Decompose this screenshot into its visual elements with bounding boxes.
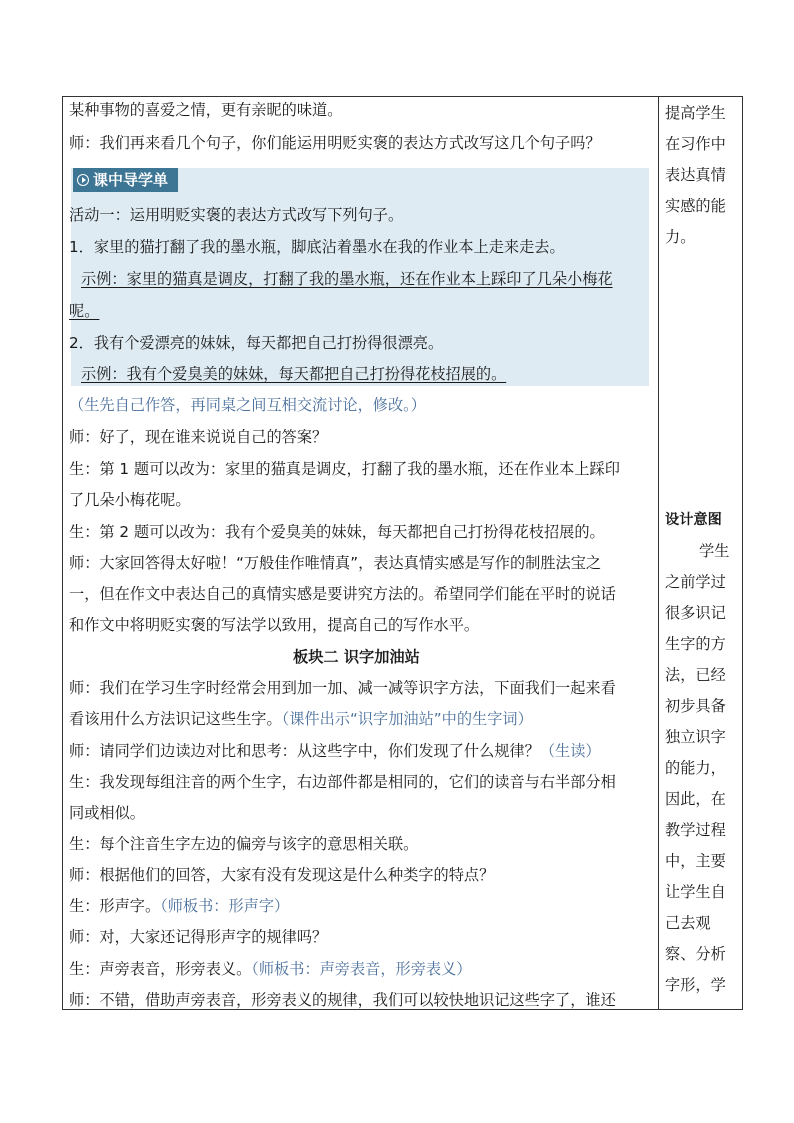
side-line: 在习作中: [665, 135, 726, 153]
text-line: 生：第 1 题可以改为：家里的猫真是调皮，打翻了我的墨水瓶，还在作业本上踩印: [69, 460, 620, 478]
side-line: 之前学过: [665, 573, 726, 591]
text-line: 师：不错，借助声旁表音，形旁表义的规律，我们可以较快地识记这些字了，谁还: [69, 991, 616, 1009]
text-line: 师：好了，现在谁来说说自己的答案？: [69, 428, 328, 446]
text-line: 生：声旁表音，形旁表义。（师板书：声旁表音，形旁表义）: [69, 960, 472, 978]
side-line: 中，主要: [665, 852, 726, 870]
text-line: 1．家里的猫打翻了我的墨水瓶，脚底沾着墨水在我的作业本上走来走去。: [69, 238, 565, 256]
example-line: 示例：我有个爱臭美的妹妹，每天都把自己打扮得花枝招展的。: [81, 365, 507, 383]
text-line: 生：第 2 题可以改为：我有个爱臭美的妹妹，每天都把自己打扮得花枝招展的。: [69, 523, 605, 541]
text-line: 生：形声字。（师板书：形声字）: [69, 897, 290, 915]
text-line: 和作文中将明贬实褒的写法学以致用，提高自己的写作水平。: [69, 616, 480, 634]
side-line: 力。: [665, 228, 696, 246]
lesson-table: [62, 96, 743, 1010]
text-line: 生：每个注音生字左边的偏旁与该字的意思相关联。: [69, 835, 419, 853]
side-line: 教学过程: [665, 821, 726, 839]
text-line: 师：我们再来看几个句子，你们能运用明贬实褒的表达方式改写这几个句子吗？: [69, 134, 601, 152]
text-line: 师：请同学们边读边对比和思考：从这些字中，你们发现了什么规律？（生读）: [69, 742, 601, 760]
text-line: 生：我发现每组注音的两个生字，右边部件都是相同的，它们的读音与右半部分相: [69, 773, 616, 791]
column-divider: [658, 97, 659, 1009]
side-line: 己去观: [665, 914, 711, 932]
text-line: 某种事物的喜爱之情，更有亲昵的味道。: [69, 101, 343, 119]
text-line: 一，但在作文中表达自己的真情实感是要讲究方法的。希望同学们能在平时的说话: [69, 585, 616, 603]
text-line: 看该用什么方法识记这些生字。（课件出示“识字加油站”中的生字词）: [69, 710, 533, 728]
text-line: 2．我有个爱漂亮的妹妹，每天都把自己打扮得很漂亮。: [69, 334, 444, 352]
section-title: 板块二 识字加油站: [293, 648, 420, 666]
side-line: 很多识记: [665, 604, 726, 622]
guide-sheet-label: 课中导学单: [93, 171, 169, 189]
text-line: 师：大家回答得太好啦！“万般佳作唯情真”，表达真情实感是写作的制胜法宝之: [69, 554, 602, 572]
side-line: 学生: [699, 542, 730, 560]
example-line: 示例：家里的猫真是调皮，打翻了我的墨水瓶，还在作业本上踩印了几朵小梅花: [81, 270, 613, 288]
side-line: 因此，在: [665, 790, 726, 808]
note-line: （生先自己作答，再同桌之间互相交流讨论，修改。）: [69, 396, 426, 414]
text-line: 活动一：运用明贬实褒的表达方式改写下列句子。: [69, 206, 404, 224]
text-line: 了几朵小梅花呢。: [69, 491, 191, 509]
example-line: 呢。: [69, 302, 100, 320]
side-line: 生字的方: [665, 635, 726, 653]
side-line: 法，已经: [665, 666, 726, 684]
text-line: 师：根据他们的回答，大家有没有发现这是什么种类字的特点？: [69, 866, 495, 884]
text-line: 同或相似。: [69, 804, 145, 822]
side-line: 让学生自: [665, 883, 726, 901]
play-icon: [77, 174, 89, 186]
text-line: 师：我们在学习生字时经常会用到加一加、减一减等识字方法，下面我们一起来看: [69, 679, 616, 697]
side-line: 的能力，: [665, 759, 726, 777]
guide-sheet-badge: [73, 168, 178, 192]
side-line: 字形，学: [665, 976, 726, 994]
side-line: 实感的能: [665, 197, 726, 215]
side-line: 初步具备: [665, 697, 726, 715]
side-line: 表达真情: [665, 166, 726, 184]
side-line: 提高学生: [665, 104, 726, 122]
text-line: 师：对，大家还记得形声字的规律吗？: [69, 928, 328, 946]
side-line: 独立识字: [665, 728, 726, 746]
side-line: 察、分析: [665, 945, 726, 963]
design-intent-heading: 设计意图: [665, 512, 722, 528]
